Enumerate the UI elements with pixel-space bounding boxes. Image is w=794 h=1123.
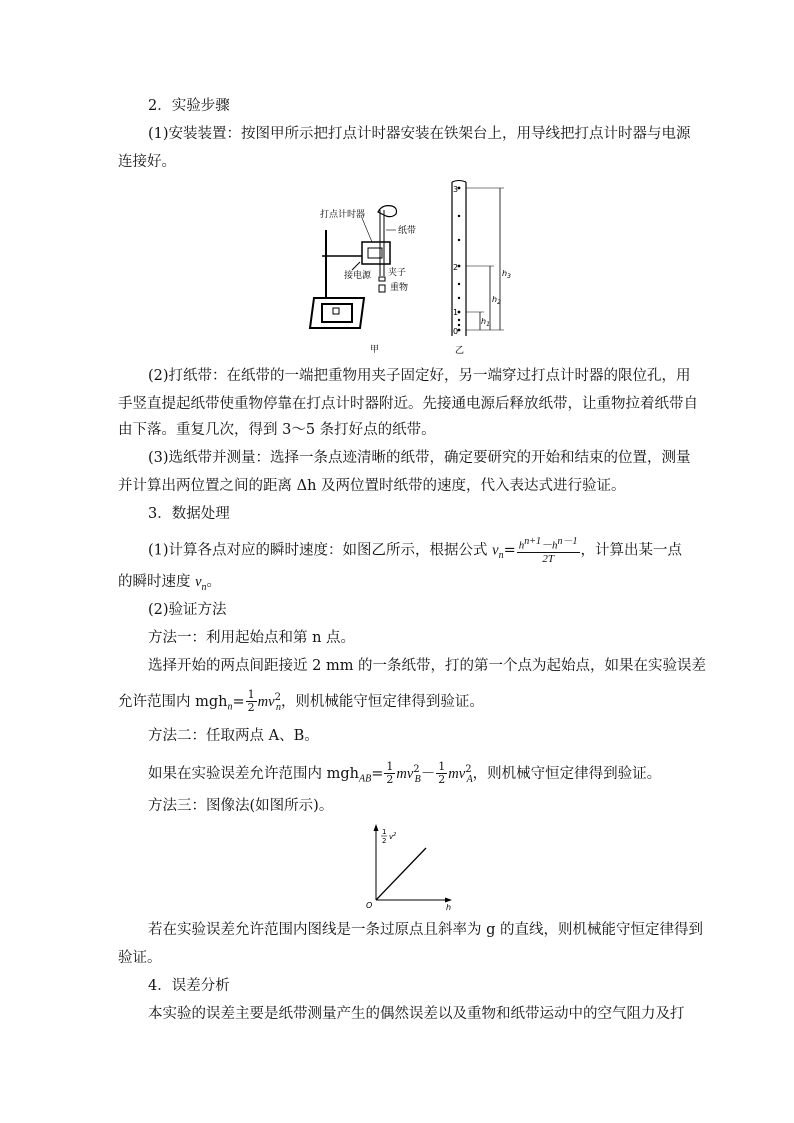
method2-line1: 如果在实验误差允许范围内 mgh$_{AB}$= $\frac{1}{2}$ $mv^2_B-$ $\frac{1}{2}$ $mv^2_A$，则机械守恒定律得到验证。	[148, 760, 662, 787]
graph-x-label: h	[446, 903, 452, 912]
error-line1: 本实验的误差主要是纸带测量产生的偶然误差以及重物和纸带运动中的空气阻力及打	[148, 1006, 685, 1022]
velocity-line2: 的瞬时速度 $v_n$。	[118, 574, 222, 593]
energy-graph	[362, 822, 458, 914]
method3-title: 方法三：图像法(如图所示)。	[148, 798, 334, 814]
step2-line1: (2)打纸带：在纸带的一端把重物用夹子固定好，另一端穿过打点计时器的限位孔，用	[148, 368, 691, 384]
method1-line2: 允许范围内 mgh$_n$= $\frac{1}{2}$ $mv^2_n$，则机械能守恒定律得到验证。	[118, 688, 484, 715]
method1-title: 方法一：利用起始点和第 n 点。	[148, 630, 356, 646]
step1-line1: (1)安装装置：按图甲所示把打点计时器安装在铁架台上，用导线把打点计时器与电源	[148, 126, 691, 142]
step2-line3: 由下落。重复几次，得到 3～5 条打好点的纸带。	[118, 422, 436, 438]
tape-point-2: 2	[453, 263, 459, 272]
graph-y-v: $v^2$	[389, 832, 397, 841]
tape-point-0: 0	[453, 327, 459, 336]
section-heading-error: 4．误差分析	[148, 978, 230, 994]
step3-line1: (3)选纸带并测量：选择一条点迹清晰的纸带，确定要研究的开始和结束的位置，测量	[148, 450, 691, 466]
section-heading-steps: 2．实验步骤	[148, 98, 230, 114]
section-heading-data: 3．数据处理	[148, 506, 230, 522]
tape-figure	[440, 178, 520, 360]
figure-caption-jia: 甲	[370, 345, 380, 355]
step3-line2: 并计算出两位置之间的距离 Δh 及两位置时纸带的速度，代入表达式进行验证。	[118, 478, 626, 494]
tape-point-1: 1	[453, 308, 459, 317]
method1-line1: 选择开始的两点间距接近 2 mm 的一条纸带，打的第一个点为起始点，如果在实验误差	[148, 658, 707, 674]
apparatus-figure	[300, 200, 435, 360]
method2-title: 方法二：任取两点 A、B。	[148, 728, 319, 744]
label-timer: 打点计时器	[320, 210, 366, 220]
graph-y-half-num: 1	[382, 828, 387, 836]
label-h1: $h_1$	[481, 317, 490, 328]
label-h2: $h_2$	[492, 295, 501, 306]
velocity-formula-line: (1)计算各点对应的瞬时速度：如图乙所示，根据公式 $v_n=$ $\frac{h^{n+1}-h^{n-1}}{2T}$ ，计算出某一点	[148, 536, 682, 565]
figure-caption-yi: 乙	[455, 346, 465, 356]
label-tape: 纸带	[398, 226, 417, 236]
label-power: 接电源	[344, 271, 372, 281]
label-h3: $h_3$	[502, 269, 511, 280]
graph-y-half-den: 2	[382, 837, 387, 845]
label-clip: 夹子	[388, 268, 407, 278]
verify-method-heading: (2)验证方法	[148, 602, 227, 618]
step2-line2: 手竖直提起纸带使重物停靠在打点计时器附近。先接通电源后释放纸带，让重物拉着纸带自	[118, 396, 698, 412]
label-weight: 重物	[390, 283, 409, 293]
method3-line2: 验证。	[118, 950, 162, 966]
tape-point-3: 3	[453, 185, 459, 194]
step1-line2: 连接好。	[118, 154, 176, 170]
method3-line1: 若在实验误差允许范围内图线是一条过原点且斜率为 g 的直线，则机械能守恒定律得到	[148, 922, 703, 938]
graph-origin: O	[366, 901, 373, 910]
